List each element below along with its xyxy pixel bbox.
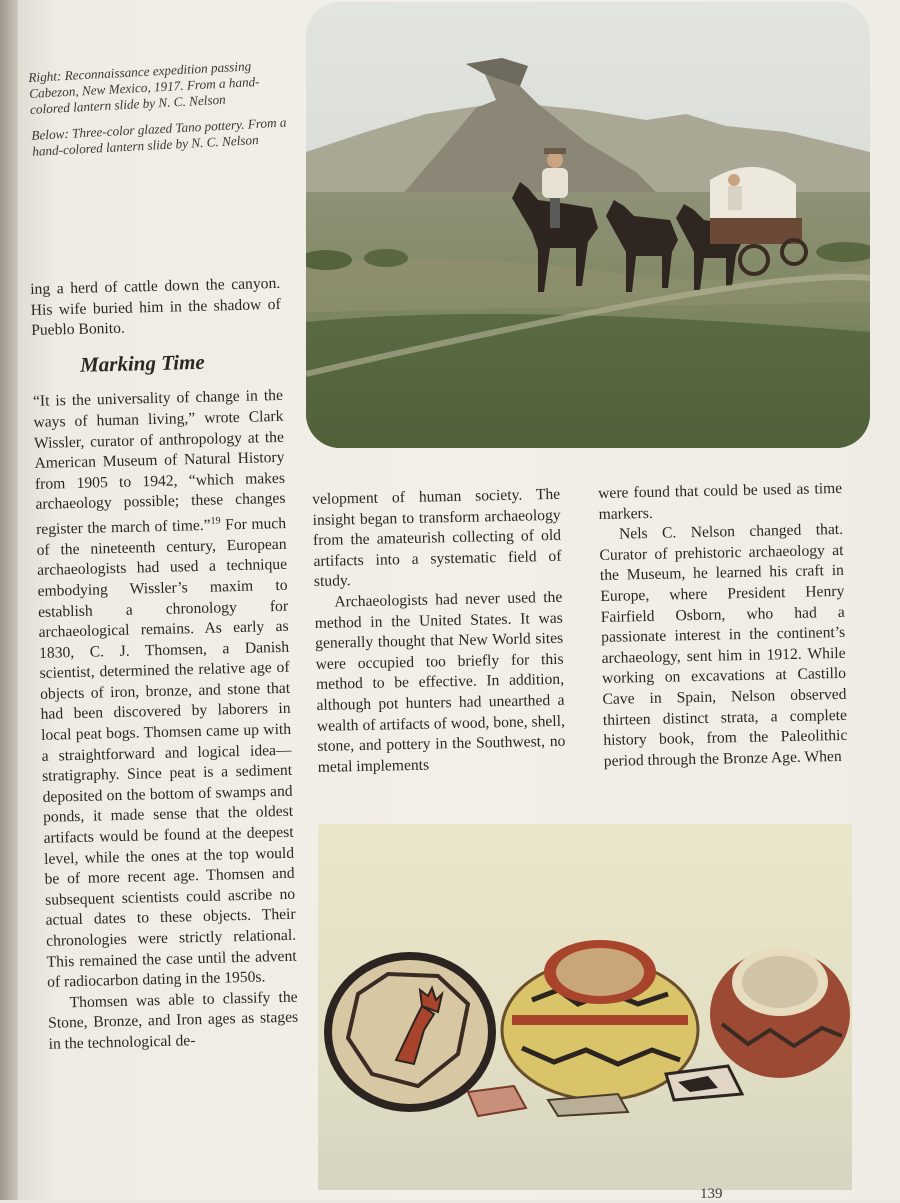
text-column-3 [598, 479, 848, 772]
expedition-photo [306, 2, 870, 448]
pottery-photo [318, 824, 852, 1190]
column1-paragraph-1 [33, 386, 298, 993]
book-spine-shadow [0, 0, 18, 1200]
page-number: 139 [700, 1186, 723, 1202]
photo-captions [28, 56, 303, 170]
column1-intro: ing a herd of cattle down the canyon. His wife buried him in the shadow of Pueblo Bonito. [30, 274, 281, 340]
column3-paragraph-1: were found that could be used as time markers. [598, 479, 843, 523]
column1-paragraph-1-continued: For much of the nineteenth century, European archaeologists had used a technique embodying Wissler’s maxim to establish a chronology for archaeological remains. As early as 1830, C. J. Thomsen, a Danish scientist, determined the relative age of objects of iron, bronze, and stone that had been discovered by laborers in local peat bogs. Thomsen came up with a straightforward and logical idea—stratigraphy. Since peat is a sediment deposited on the bottom of swamps and ponds, it made sense that the oldest artifacts would be found at the deepest level, while the ones at the top would be of more recent age. Thomsen and subsequent scientists could ascribe no actual dates to these objects. Their chronologies were strictly relational. This remained the case until the advent of radiocarbon dating in the 1950s. [36, 514, 297, 991]
column2-paragraph-2: Archaeologists had never used the method in the United States. It was generally thought that New World sites were occupied too briefly for this method to be effective. In addition, although pot hunters had unearthed a wealth of artifacts of wood, bone, shell, stone, and pottery in the Southwest, no metal implements [314, 588, 566, 776]
text-column-2 [312, 485, 566, 778]
footnote-reference: 19 [210, 515, 221, 527]
column1-paragraph-2: Thomsen was able to classify the Stone, Bronze, and Iron ages as stages in the technological de- [47, 988, 299, 1053]
column1-paragraph-1-text: “It is the universality of change in the ways of human living,” wrote Clark Wissler, curator of anthropology at the American Museum of Natural History from 1905 to 1942, “which makes archaeology possible; these changes register the march of time.” [32, 387, 286, 539]
caption-below: Below: Three-color glazed Tano pottery. From a hand-colored lantern slide by N. C. Nelson [31, 114, 287, 159]
section-heading: Marking Time [79, 349, 205, 377]
column3-paragraph-2: Nels C. Nelson changed that. Curator of prehistoric archaeology at the Museum, he learned his craft in Europe, where President Henry Fairfield Osborn, who had a passionate interest in the continent’s archaeology, sent him in 1912. While working on excavations at Castillo Cave in Spain, Nelson observed thirteen distinct strata, a complete history book, from the Paleolithic period through the Bronze Age. When [599, 521, 848, 770]
column2-paragraph-1: velopment of human society. The insight began to transform archaeology from the amateurish collecting of old artifacts into a systematic field of study. [312, 485, 562, 591]
text-column-1 [30, 274, 299, 1055]
caption-right: Right: Reconnaissance expedition passing Cabezon, New Mexico, 1917. From a hand-colored lantern slide by N. C. Nelson [28, 58, 260, 117]
